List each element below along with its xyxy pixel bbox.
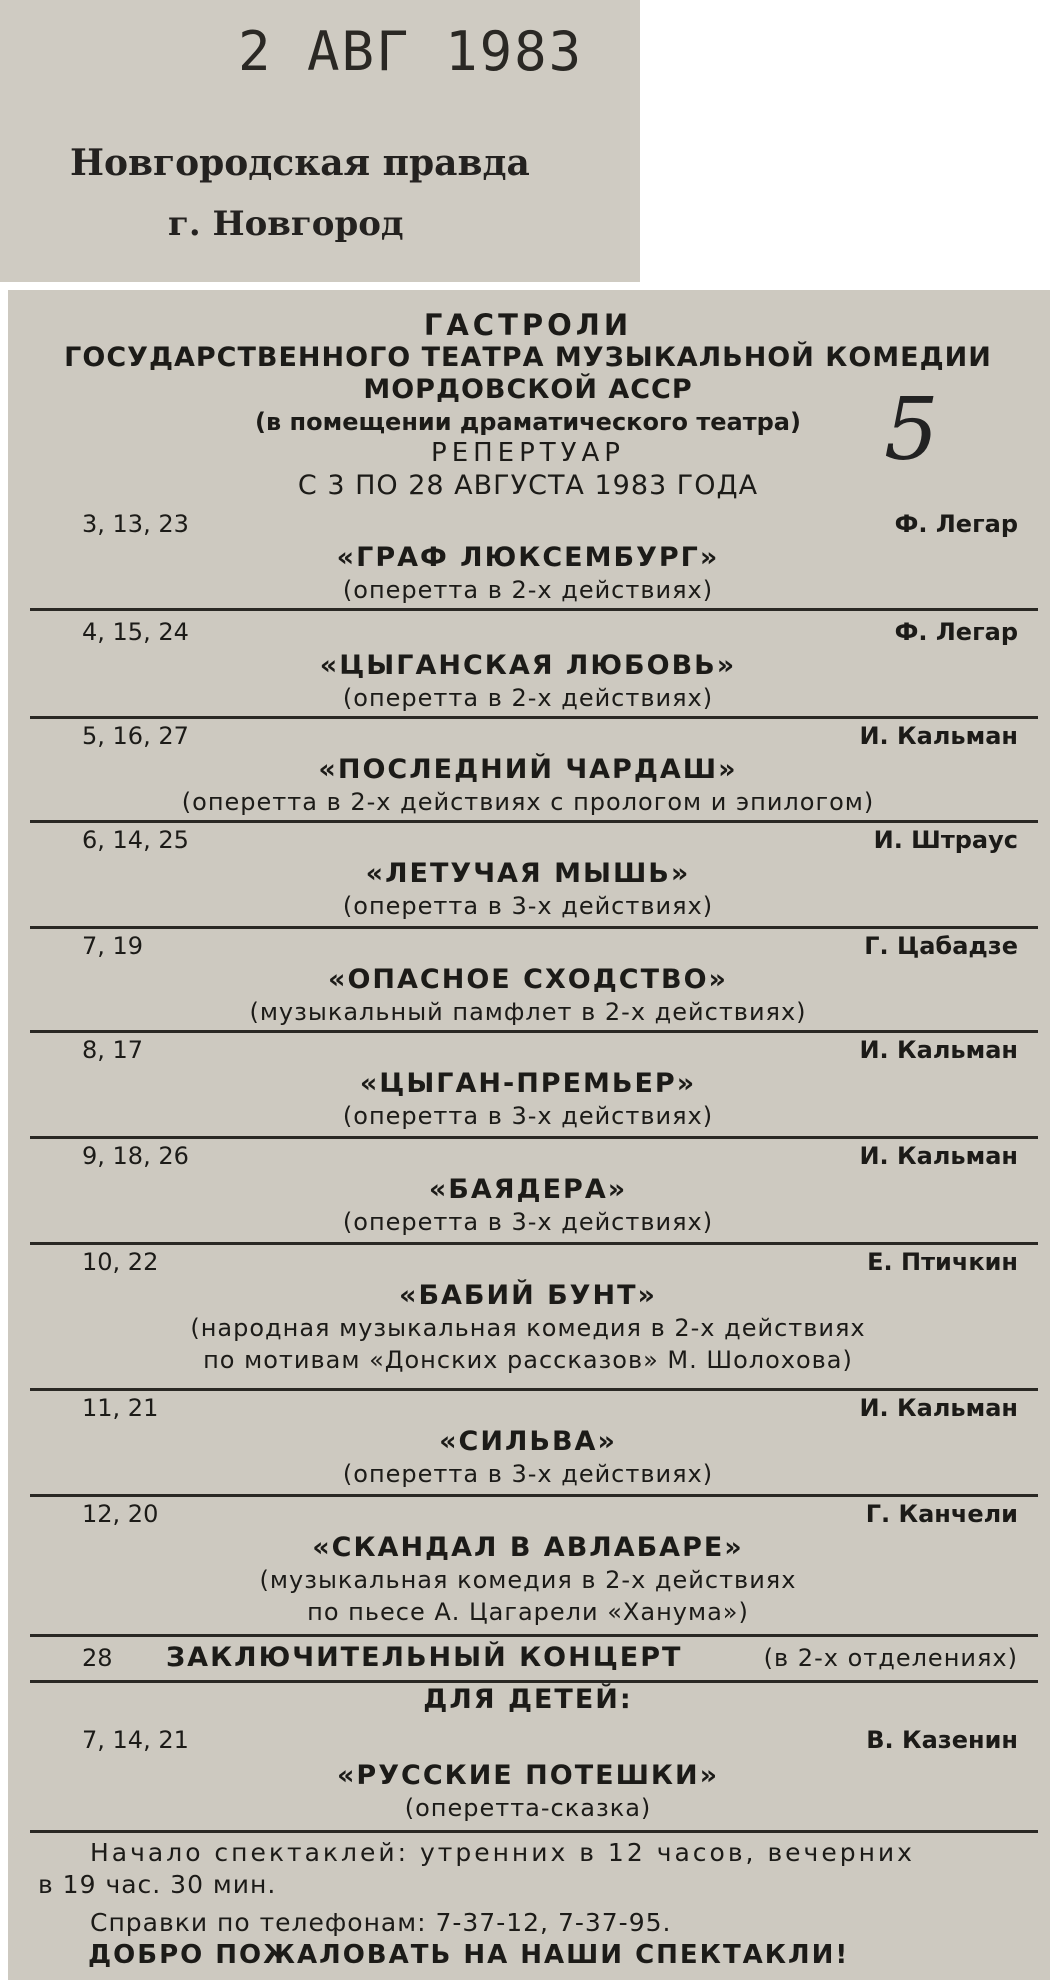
divider (30, 926, 1038, 929)
entry-dates: 11, 21 (82, 1394, 159, 1422)
entry-composer: Г. Цабадзе (864, 932, 1018, 960)
entry-desc: (оперетта-сказка) (404, 1794, 652, 1822)
newspaper-clipping (8, 290, 1050, 1980)
entry-title: «ПОСЛЕДНИЙ ЧАРДАШ» (318, 754, 738, 785)
entry-title: «ОПАСНОЕ СХОДСТВО» (328, 964, 728, 995)
footer-welcome: ДОБРО ПОЖАЛОВАТЬ НА НАШИ СПЕКТАКЛИ! (88, 1940, 850, 1970)
entry-desc: (оперетта в 2-х действиях с прологом и эпилогом) (181, 788, 875, 816)
entry-composer: Г. Канчели (865, 1500, 1018, 1528)
divider (30, 1136, 1038, 1139)
divider (30, 1830, 1038, 1833)
entry-title: «БАЯДЕРА» (428, 1174, 628, 1205)
concert-title: ЗАКЛЮЧИТЕЛЬНЫЙ КОНЦЕРТ (166, 1642, 683, 1673)
divider (30, 1634, 1038, 1637)
entry-desc: (музыкальная комедия в 2-х действиях (259, 1566, 797, 1594)
entry-composer: И. Кальман (859, 1394, 1018, 1422)
header-period: С 3 ПО 28 АВГУСТА 1983 ГОДА (297, 470, 759, 501)
entry-desc: (оперетта в 3-х действиях) (342, 892, 714, 920)
footer-showtimes: Начало спектаклей: утренних в 12 часов, вечерних (90, 1838, 915, 1867)
handwritten-mark: 5 (884, 380, 939, 480)
entry-desc: (оперетта в 3-х действиях) (342, 1102, 714, 1130)
entry-desc: (оперетта в 3-х действиях) (342, 1460, 714, 1488)
footer-evening: в 19 час. 30 мин. (38, 1870, 277, 1899)
stamp-city: г. Новгород (168, 204, 404, 244)
entry-composer: Е. Птичкин (867, 1248, 1018, 1276)
header-republic: МОРДОВСКОЙ АССР (363, 374, 693, 405)
entry-title: «СИЛЬВА» (439, 1426, 617, 1457)
entry-composer: И. Кальман (859, 1036, 1018, 1064)
entry-dates: 8, 17 (82, 1036, 144, 1064)
divider (30, 1494, 1038, 1497)
divider (30, 1680, 1038, 1683)
entry-title: «РУССКИЕ ПОТЕШКИ» (336, 1760, 720, 1791)
entry-composer: И. Кальман (859, 722, 1018, 750)
divider (30, 1242, 1038, 1245)
entry-desc: (народная музыкальная комедия в 2-х действиях (190, 1314, 866, 1342)
entry-dates: 7, 19 (82, 932, 144, 960)
entry-title: «ЦЫГАНСКАЯ ЛЮБОВЬ» (319, 650, 737, 681)
divider (30, 1030, 1038, 1033)
header-tour: ГАСТРОЛИ (423, 308, 633, 342)
children-heading: ДЛЯ ДЕТЕЙ: (423, 1684, 633, 1715)
entry-dates: 5, 16, 27 (82, 722, 189, 750)
entry-composer: И. Штраус (873, 826, 1018, 854)
divider (30, 716, 1038, 719)
concert-date: 28 (82, 1644, 113, 1672)
entry-dates: 12, 20 (82, 1500, 159, 1528)
entry-title: «ЛЕТУЧАЯ МЫШЬ» (365, 858, 691, 889)
entry-title: «ЦЫГАН-ПРЕМЬЕР» (359, 1068, 697, 1099)
entry-title: «БАБИЙ БУНТ» (399, 1280, 657, 1311)
header-venue: (в помещении драматического театра) (255, 408, 801, 436)
entry-desc: по мотивам «Донских рассказов» М. Шолохова) (203, 1346, 853, 1374)
entry-dates: 10, 22 (82, 1248, 159, 1276)
archive-stamp (0, 0, 640, 282)
stamp-newspaper: Новгородская правда (70, 142, 530, 184)
concert-note: (в 2-х отделениях) (763, 1644, 1018, 1672)
entry-dates: 6, 14, 25 (82, 826, 189, 854)
entry-dates: 7, 14, 21 (82, 1726, 189, 1754)
entry-composer: Ф. Легар (894, 618, 1018, 646)
header-repertoire: РЕПЕРТУАР (431, 438, 625, 468)
stamp-date: 2 АВГ 1983 (238, 20, 584, 83)
entry-dates: 9, 18, 26 (82, 1142, 189, 1170)
divider (30, 820, 1038, 823)
divider (30, 608, 1038, 611)
entry-composer: В. Казенин (866, 1726, 1018, 1754)
footer-phones: Справки по телефонам: 7-37-12, 7-37-95. (90, 1908, 672, 1937)
entry-composer: Ф. Легар (894, 510, 1018, 538)
entry-title: «ГРАФ ЛЮКСЕМБУРГ» (336, 542, 720, 573)
entry-desc: (оперетта в 3-х действиях) (342, 1208, 714, 1236)
divider (30, 1388, 1038, 1391)
header-theatre: ГОСУДАРСТВЕННОГО ТЕАТРА МУЗЫКАЛЬНОЙ КОМЕДИИ (64, 342, 992, 373)
entry-desc: (музыкальный памфлет в 2-х действиях) (249, 998, 807, 1026)
entry-desc: по пьесе А. Цагарели «Ханума») (307, 1598, 749, 1626)
entry-desc: (оперетта в 2-х действиях) (342, 576, 714, 604)
entry-composer: И. Кальман (859, 1142, 1018, 1170)
entry-desc: (оперетта в 2-х действиях) (342, 684, 714, 712)
entry-dates: 4, 15, 24 (82, 618, 189, 646)
entry-dates: 3, 13, 23 (82, 510, 189, 538)
entry-title: «СКАНДАЛ В АВЛАБАРЕ» (312, 1532, 744, 1563)
